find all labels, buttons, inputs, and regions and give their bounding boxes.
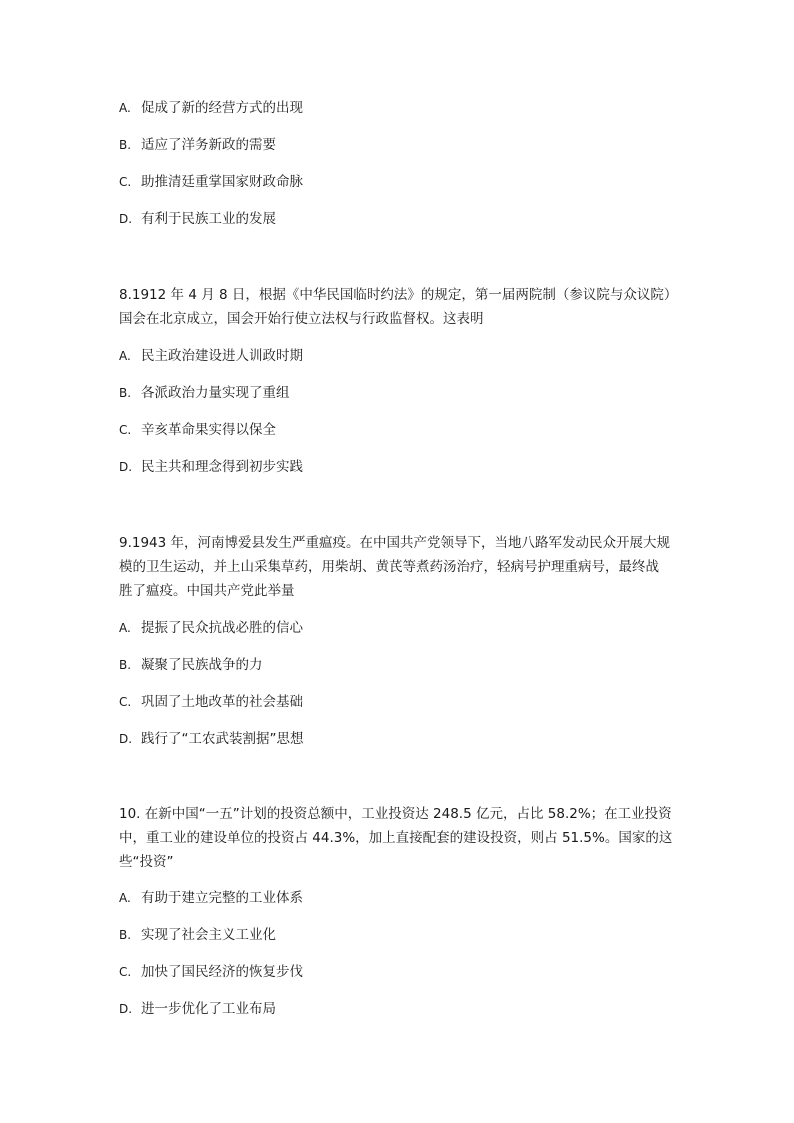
option-letter: D. (119, 1002, 133, 1016)
option-letter: B. (119, 138, 132, 152)
option-letter: B. (119, 386, 132, 400)
option-text: 助推清廷重掌国家财政命脉 (141, 174, 303, 190)
option-letter: D. (119, 732, 133, 746)
option-text: 有利于民族工业的发展 (141, 211, 276, 227)
option-text: 适应了洋务新政的需要 (141, 137, 276, 153)
q9-option-d (119, 729, 304, 749)
stem-line: 10. 在新中国“一五”计划的投资总额中，工业投资达 248.5 亿元，占比 58.2%；在工业投资 (119, 806, 672, 822)
stem-line: 中，重工业的建设单位的投资占 44.3%，加上直接配套的建设投资，则占 51.5%。国家的这 (119, 830, 673, 846)
q10-stem (119, 802, 679, 874)
q7-option-b (119, 135, 276, 155)
option-text: 实现了社会主义工业化 (141, 927, 276, 943)
q9-stem (119, 531, 679, 603)
q8-option-c (119, 420, 276, 440)
q9-option-b (119, 655, 263, 675)
q7-option-a (119, 98, 303, 118)
q8-option-d (119, 457, 303, 477)
q9-option-c (119, 692, 303, 712)
option-text: 加快了国民经济的恢复步伐 (141, 964, 303, 980)
option-text: 巩固了土地改革的社会基础 (141, 694, 303, 710)
stem-line: 国会在北京成立，国会开始行使立法权与行政监督权。这表明 (119, 311, 484, 327)
stem-line: 些“投资” (119, 854, 174, 870)
option-letter: B. (119, 658, 132, 672)
option-text: 民主共和理念得到初步实践 (141, 459, 303, 475)
stem-line: 8.1912 年 4 月 8 日，根据《中华民国临时约法》的规定，第一届两院制（参议院与众议院） (119, 287, 678, 303)
option-text: 提振了民众抗战必胜的信心 (141, 620, 303, 636)
stem-line: 胜了瘟疫。中国共产党此举量 (119, 583, 295, 599)
option-text: 促成了新的经营方式的出现 (141, 100, 303, 116)
q8-option-a (119, 346, 303, 366)
q10-option-d (119, 999, 276, 1019)
q8-stem (119, 283, 679, 331)
option-text: 进一步优化了工业布局 (141, 1001, 276, 1017)
option-text: 辛亥革命果实得以保全 (141, 422, 276, 438)
option-text: 各派政治力量实现了重组 (141, 385, 290, 401)
option-text: 民主政治建设进人训政时期 (141, 348, 303, 364)
option-text: 凝聚了民族战争的力 (141, 657, 263, 673)
stem-line: 9.1943 年，河南博爱县发生严重瘟疫。在中国共产党领导下，当地八路军发动民众开展大规 (119, 535, 671, 551)
option-letter: D. (119, 460, 133, 474)
q7-option-c (119, 172, 303, 192)
q8-option-b (119, 383, 290, 403)
option-letter: A. (119, 621, 131, 635)
option-letter: B. (119, 928, 132, 942)
option-letter: D. (119, 212, 133, 226)
option-letter: C. (119, 175, 132, 189)
option-letter: A. (119, 101, 131, 115)
option-letter: A. (119, 349, 131, 363)
q9-option-a (119, 618, 303, 638)
option-letter: A. (119, 891, 131, 905)
option-letter: C. (119, 695, 132, 709)
q10-option-b (119, 925, 276, 945)
option-letter: C. (119, 965, 132, 979)
option-text: 践行了“工农武装割据”思想 (141, 731, 304, 747)
option-text: 有助于建立完整的工业体系 (141, 890, 303, 906)
q10-option-c (119, 962, 303, 982)
q10-option-a (119, 888, 303, 908)
option-letter: C. (119, 423, 132, 437)
q7-option-d (119, 209, 276, 229)
stem-line: 模的卫生运动，并上山采集草药，用柴胡、黄芪等煮药汤治疗，轻病号护理重病号，最终战 (119, 559, 659, 575)
